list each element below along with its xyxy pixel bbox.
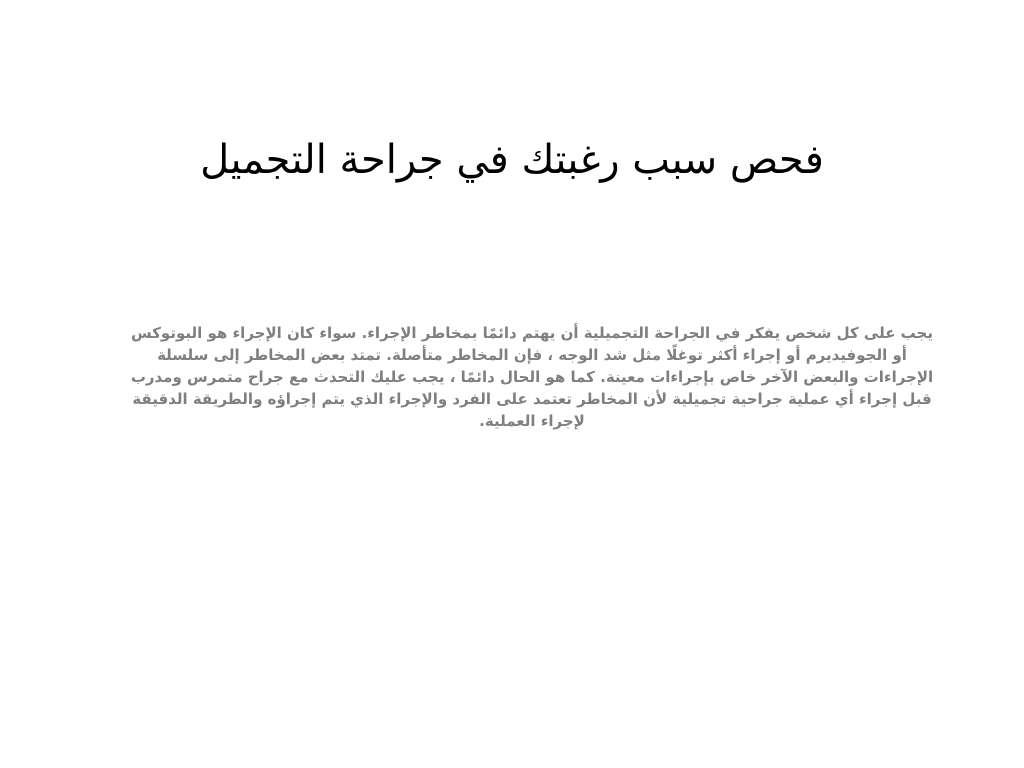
slide-body-text: يجب على كل شخص يفكر في الجراحة التجميلية أن يهتم دائمًا بمخاطر الإجراء. سواء كان الإجراء هو البوتوكس أو الجوفيديرم أو إجراء أكثر توغلًا مثل شد الوجه ، فإن المخاطر متأصلة. تمتد بعض المخاطر إلى سلسلة الإجراءات والبعض الآخر خاص بإجراءات معينة. كما هو الحال دائمًا ، يجب عليك التحدث مع جراح متمرس ومدرب قبل إجراء أي عملية جراحية تجميلية لأن المخاطر تعتمد على الفرد والإجراء الذي يتم إجراؤه والطريقة الدقيقة لإجراء العملية.	[130, 324, 934, 430]
slide-title: فحص سبب رغبتك في جراحة التجميل	[200, 137, 824, 183]
